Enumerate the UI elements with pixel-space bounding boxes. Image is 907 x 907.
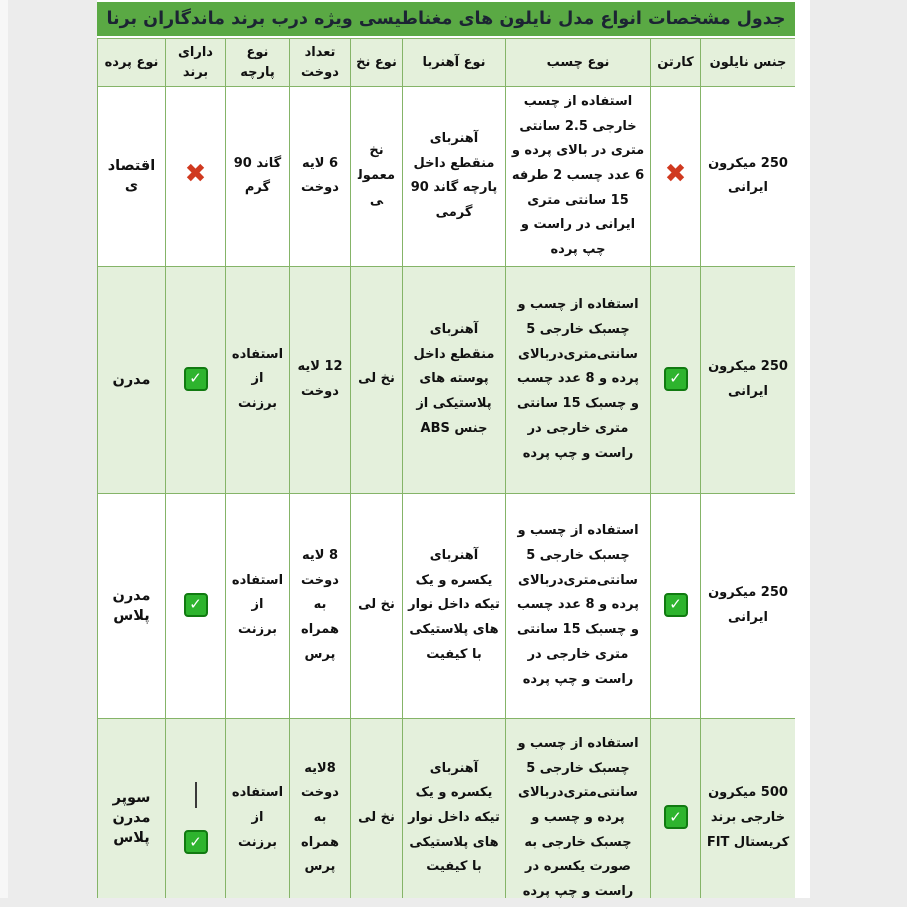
cell-carton: [651, 266, 701, 493]
check-icon: ✓: [184, 830, 208, 854]
cell-curtain: مدرن پلاس: [98, 493, 166, 718]
cross-icon: ✖: [184, 159, 207, 190]
page-left-margin: [0, 0, 8, 898]
cell-fabric: استفاده از برزنت: [226, 718, 290, 898]
cell-thread: نخ لی: [351, 493, 403, 718]
cell-thread: نخ لی: [351, 718, 403, 898]
cell-fabric: گاند 90 گرم: [226, 87, 290, 267]
cell-carton: [651, 718, 701, 898]
col-header-fabric: نوع پارچه: [226, 39, 290, 87]
col-header-adhesive: نوع چسب: [506, 39, 651, 87]
col-header-nylon: جنس نایلون: [701, 39, 796, 87]
cell-adhesive: استفاده از چسب و چسبک خارجی 5 سانتی‌متری‌دربالای پرده و 8 عدد چسب و چسبک 15 سانتی متری خارجی در راست و چپ پرده: [506, 266, 651, 493]
cell-curtain: سوپر مدرن پلاس: [98, 718, 166, 898]
cell-adhesive: استفاده از چسب و چسبک خارجی 5 سانتی‌متری‌دربالای پرده و 8 عدد چسب و چسبک 15 سانتی متری خارجی در راست و چپ پرده: [506, 493, 651, 718]
header-row: [98, 39, 796, 87]
cell-nylon: 250 میکرون ایرانی: [701, 87, 796, 267]
col-header-curtain: نوع پرده: [98, 39, 166, 87]
cell-nylon: 250 میکرون ایرانی: [701, 266, 796, 493]
table-title: جدول مشخصات انواع مدل نایلون های مغناطیسی ویژه درب برند ماندگاران برنا: [97, 2, 795, 38]
table-row: [98, 266, 796, 493]
check-icon: ✓: [184, 593, 208, 617]
cell-magnet: آهنربای یکسره و یک تیکه داخل نوار های پلاستیکی با کیفیت: [403, 718, 506, 898]
col-header-magnet: نوع آهنربا: [403, 39, 506, 87]
check-icon: ✓: [184, 367, 208, 391]
cell-carton: [651, 493, 701, 718]
cell-stitching: 6 لایه دوخت: [290, 87, 351, 267]
spec-table: [97, 38, 795, 898]
cell-stitching: 8 لایه دوخت به همراه پرس: [290, 493, 351, 718]
cross-icon: ✖: [664, 159, 687, 190]
check-icon: ✓: [664, 593, 688, 617]
cell-fabric: استفاده از برزنت: [226, 266, 290, 493]
cell-brand: [166, 718, 226, 898]
check-icon: ✓: [664, 367, 688, 391]
text-cursor: [195, 782, 197, 808]
col-header-brand: دارای برند: [166, 39, 226, 87]
table-row: [98, 493, 796, 718]
cell-curtain: اقتصادی: [98, 87, 166, 267]
cell-adhesive: استفاده از چسب و چسبک خارجی 5 سانتی‌متری‌دربالای پرده و چسب و چسبک خارجی به صورت یکسره در راست و چپ پرده: [506, 718, 651, 898]
cell-brand: [166, 266, 226, 493]
col-header-carton: کارتن: [651, 39, 701, 87]
cell-nylon: 250 میکرون ایرانی: [701, 493, 796, 718]
cell-brand: [166, 87, 226, 267]
cell-thread: نخ معمولی: [351, 87, 403, 267]
cell-stitching: 12 لایه دوخت: [290, 266, 351, 493]
cell-nylon: 500 میکرون خارجی برند کریستال FIT: [701, 718, 796, 898]
cell-curtain: مدرن: [98, 266, 166, 493]
table-row: [98, 718, 796, 898]
cell-fabric: استفاده از برزنت: [226, 493, 290, 718]
cell-adhesive: استفاده از چسب خارجی 2.5 سانتی متری در بالای پرده و 6 عدد چسب 2 طرفه 15 سانتی متری ایرانی در راست و چپ پرده: [506, 87, 651, 267]
cell-brand: [166, 493, 226, 718]
cell-stitching: 8لایه دوخت به همراه پرس: [290, 718, 351, 898]
cell-carton: [651, 87, 701, 267]
cell-magnet: آهنربای منقطع داخل پارچه گاند 90 گرمی: [403, 87, 506, 267]
col-header-stitching: تعداد دوخت: [290, 39, 351, 87]
col-header-thread: نوع نخ: [351, 39, 403, 87]
cell-magnet: آهنربای منقطع داخل پوسته های پلاستیکی از جنس ABS: [403, 266, 506, 493]
table-row: [98, 87, 796, 267]
cell-thread: نخ لی: [351, 266, 403, 493]
check-icon: ✓: [664, 805, 688, 829]
cell-magnet: آهنربای یکسره و یک تیکه داخل نوار های پلاستیکی با کیفیت: [403, 493, 506, 718]
spec-table-container: [97, 0, 795, 898]
